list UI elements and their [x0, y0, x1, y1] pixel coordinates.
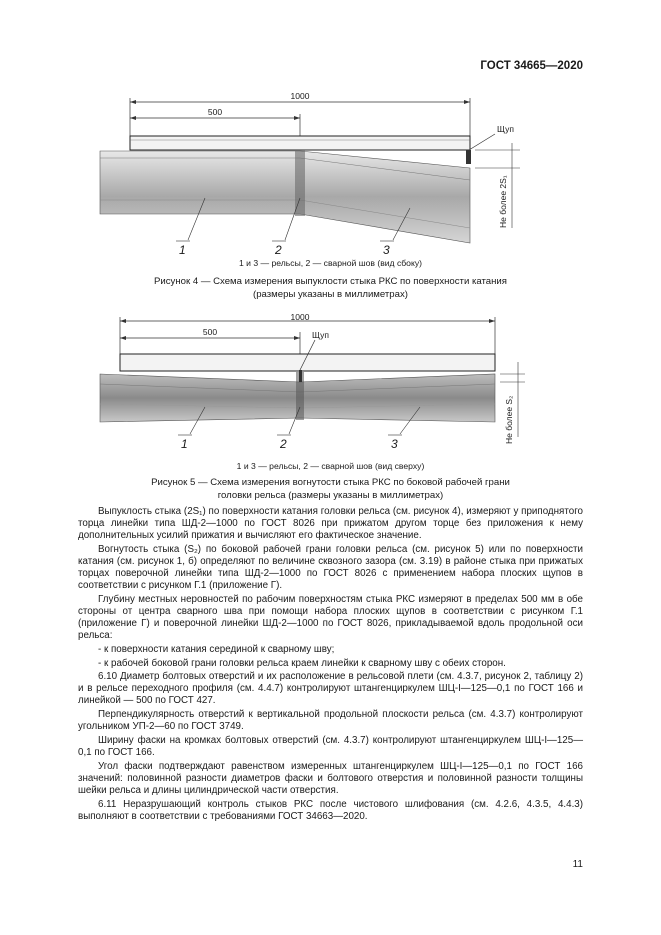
figure-4-probe-label: Щуп [497, 124, 515, 134]
figure-5-dim-1000: 1000 [290, 312, 310, 322]
figure-4-caption-line-1: Рисунок 4 — Схема измерения выпуклости стыка РКС по поверхности катания [154, 276, 507, 287]
figure-5-probe-label: Щуп [312, 330, 330, 340]
paragraph-perpendicularity: Перпендикулярность отверстий к вертикальной продольной плоскости рельса (см. 4.3.7) контролируют угольником УП-2—60 по ГОСТ 3749. [78, 709, 583, 733]
document-code: ГОСТ 34665—2020 [480, 60, 583, 72]
figure-5-drawing [0, 312, 661, 462]
figure-5-caption-line-2: головки рельса (размеры указаны в миллиметрах) [217, 489, 444, 501]
figure-4-side-label: Не более 2S₁ [498, 175, 508, 228]
body-text [78, 506, 583, 824]
paragraph-chamfer-width: Ширину фаски на кромках болтовых отверстий (см. 4.3.7) контролируют штангенциркулем ШЦ-I—125—0,1 по ГОСТ 166. [78, 734, 583, 758]
figure-4-caption-line-2: (размеры указаны в миллиметрах) [253, 288, 408, 300]
paragraph-local-irregularities: Глубину местных неровностей по рабочим поверхностям стыка РКС измеряют в пределах 500 мм в обе стороны от центра сварного шва при помощи набора плоских щупов в соответствии с рисунком Г.1 (приложение Г) и поверочной линейки ШД-2—1000 по ГОСТ 8026, прикладываемой вдоль продольной оси рельса: [78, 593, 583, 642]
figure-4-num-3: 3 [383, 243, 390, 257]
list-item: - к поверхности катания серединой к сварному шву; [98, 643, 335, 655]
paragraph-convexity: Выпуклость стыка (2S₁) по поверхности катания головки рельса (см. рисунок 4), измеряют у приподнятого торца линейки типа ШД-2—1000 по ГОСТ 8026 при прижатом другом торце без приложения к нему дополнительных усилий прижатия и вычисляют его фактическое значение. [78, 506, 583, 542]
figure-5-caption-line-1: Рисунок 5 — Схема измерения вогнутости стыка РКС по боковой рабочей грани [151, 477, 510, 488]
paragraph-chamfer-angle: Угол фаски подтверждают равенством измеренных штангенциркулем ШЦ-I—125—0,1 по ГОСТ 166 значений: половинной разности диаметров фаски и болтового отверстия и половинной разности толщины шейки рельса и длины цилиндрической части отверстия. [78, 760, 583, 796]
figure-4-caption [70, 276, 591, 301]
figure-5-legend: 1 и 3 — рельсы, 2 — сварной шов (вид сверху) [236, 461, 425, 471]
figure-4-num-1: 1 [179, 243, 186, 257]
figure-4 [0, 88, 661, 268]
figure-5-num-1: 1 [181, 437, 188, 451]
paragraph-6-10: 6.10 Диаметр болтовых отверстий и их расположение в рельсовой плети (см. 4.3.7, рисунок 2, таблицу 2) и в рельсе переходного профиля (см. 4.4.7) контролируют штангенциркулем ШЦ-I—125—0,1 по ГОСТ 166 и линейкой — 500 по ГОСТ 427. [78, 671, 583, 707]
figure-5-caption [70, 477, 591, 502]
figure-4-num-2: 2 [275, 243, 282, 257]
page-number: 11 [572, 859, 583, 870]
figure-4-legend: 1 и 3 — рельсы, 2 — сварной шов (вид сбоку) [239, 258, 422, 268]
figure-5-dim-500: 500 [202, 327, 218, 337]
figure-4-drawing [0, 88, 661, 268]
figure-5-num-3: 3 [391, 437, 398, 451]
paragraph-concavity: Вогнутость стыка (S₂) по боковой рабочей грани головки рельса (см. рисунок 5) или по поверхности катания (см. рисунок 1, б) определяют по величине сквозного зазора (см. 3.19) в районе стыка при прижатых торцах поверочной линейки типа ШД-2—1000 по ГОСТ 8026 с применением набора плоских щупов в соответствии с рисунком Г.1 (приложение Г). [78, 543, 583, 592]
figure-5-side-label: Не более S₂ [504, 395, 514, 444]
figure-5 [0, 312, 661, 462]
paragraph-6-11: 6.11 Неразрушающий контроль стыков РКС после чистового шлифования (см. 4.2.6, 4.3.5, 4.4.3) выполняют в соответствии с требованиями ГОСТ 34663—2020. [78, 798, 583, 822]
figure-5-num-2: 2 [280, 437, 287, 451]
figure-4-dim-1000: 1000 [290, 91, 310, 101]
list-item: - к рабочей боковой грани головки рельса краем линейки к сварному шву с обеих сторон. [98, 657, 506, 669]
figure-4-dim-500: 500 [207, 107, 223, 117]
